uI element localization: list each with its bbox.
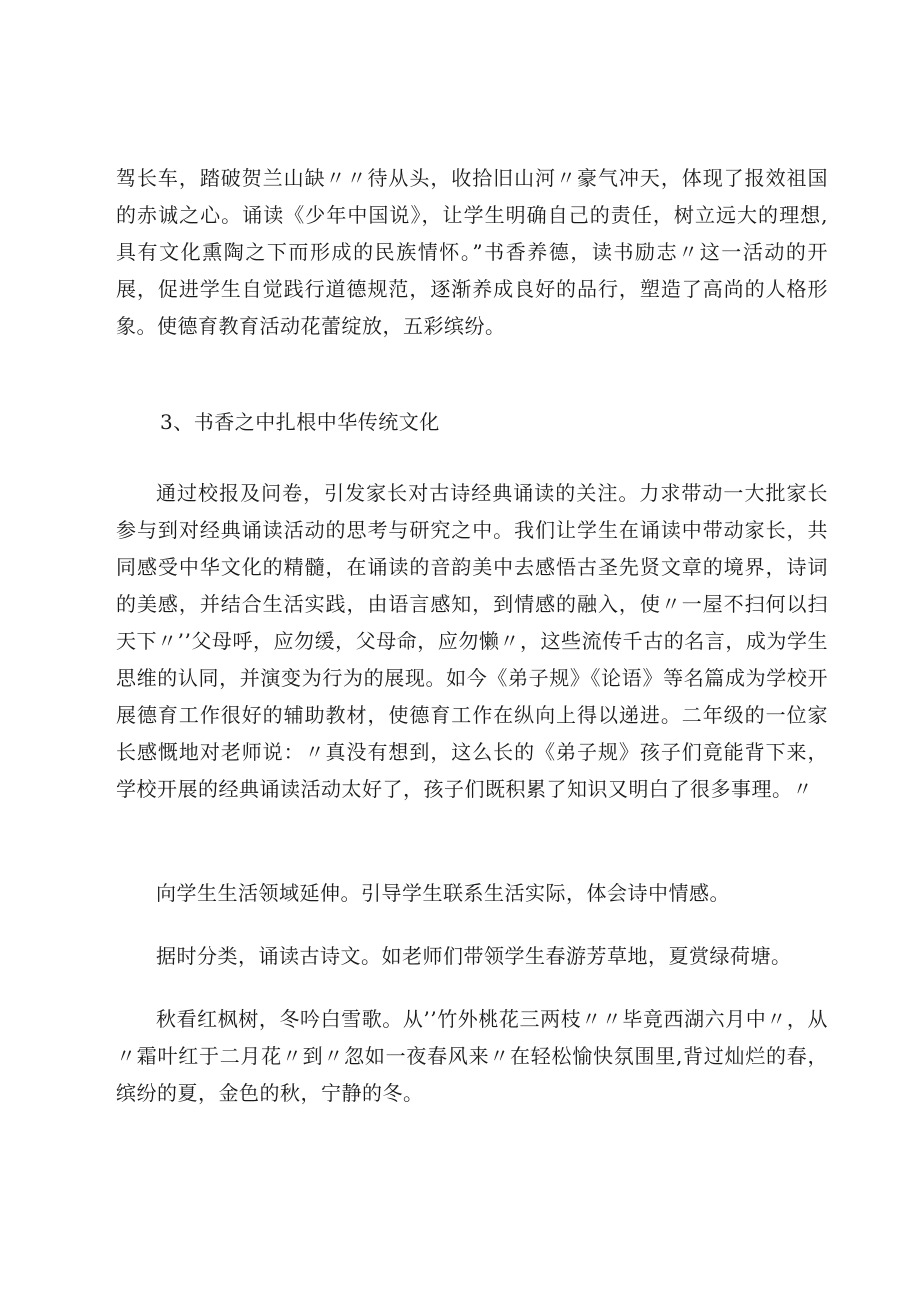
section-heading-3: 3、书香之中扎根中华传统文化 (160, 410, 440, 434)
paragraph-life-extension: 向学生生活领域延伸。引导学生联系生活实际，体会诗中情感。 (156, 881, 730, 905)
paragraph-autumn-winter: 秋看红枫树，冬吟白雪歌。从’’竹外桃花三两枝〃〃毕竟西湖六月中〃，从〃霜叶红于二月花〃到〃忽如一夜春风来〃在轻松愉快氛围里,背过灿烂的春，缤纷的夏，金色的秋，宁静的冬。 (116, 1007, 828, 1105)
paragraph-parents-involvement: 通过校报及问卷，引发家长对古诗经典诵读的关注。力求带动一大批家长参与到对经典诵读活动的思考与研究之中。我们让学生在诵读中带动家长，共同感受中华文化的精髓，在诵读的音韵美中去感悟古圣先贤文章的境界，诗词的美感，并结合生活实践，由语言感知，到情感的融入，使〃一屋不扫何以扫天下〃’’父母呼，应勿缓，父母命，应勿懒〃，这些流传千古的名言，成为学生思维的认同，并演变为行为的展现。如今《弟子规》《论语》等名篇成为学校开展德育工作很好的辅助教材，使德育工作在纵向上得以递进。二年级的一位家长感慨地对老师说：〃真没有想到，这么长的《弟子规》孩子们竟能背下来，学校开展的经典诵读活动太好了，孩子们既积累了知识又明白了很多事理。〃 (116, 481, 828, 801)
paragraph-patriotism: 驾长车，踏破贺兰山缺〃〃待从头，收拾旧山河〃豪气冲天，体现了报效祖国的赤诚之心。诵读《少年中国说》，让学生明确自己的责任，树立远大的理想,具有文化熏陶之下而形成的民族情怀。”书香养德，读书励志〃这一活动的开展，促进学生自觉践行道德规范，逐渐养成良好的品行，塑造了高尚的人格形象。使德育教育活动花蕾绽放，五彩缤纷。 (116, 166, 828, 338)
paragraph-seasonal-reading: 据时分类，诵读古诗文。如老师们带领学生春游芳草地，夏赏绿荷塘。 (156, 944, 792, 968)
